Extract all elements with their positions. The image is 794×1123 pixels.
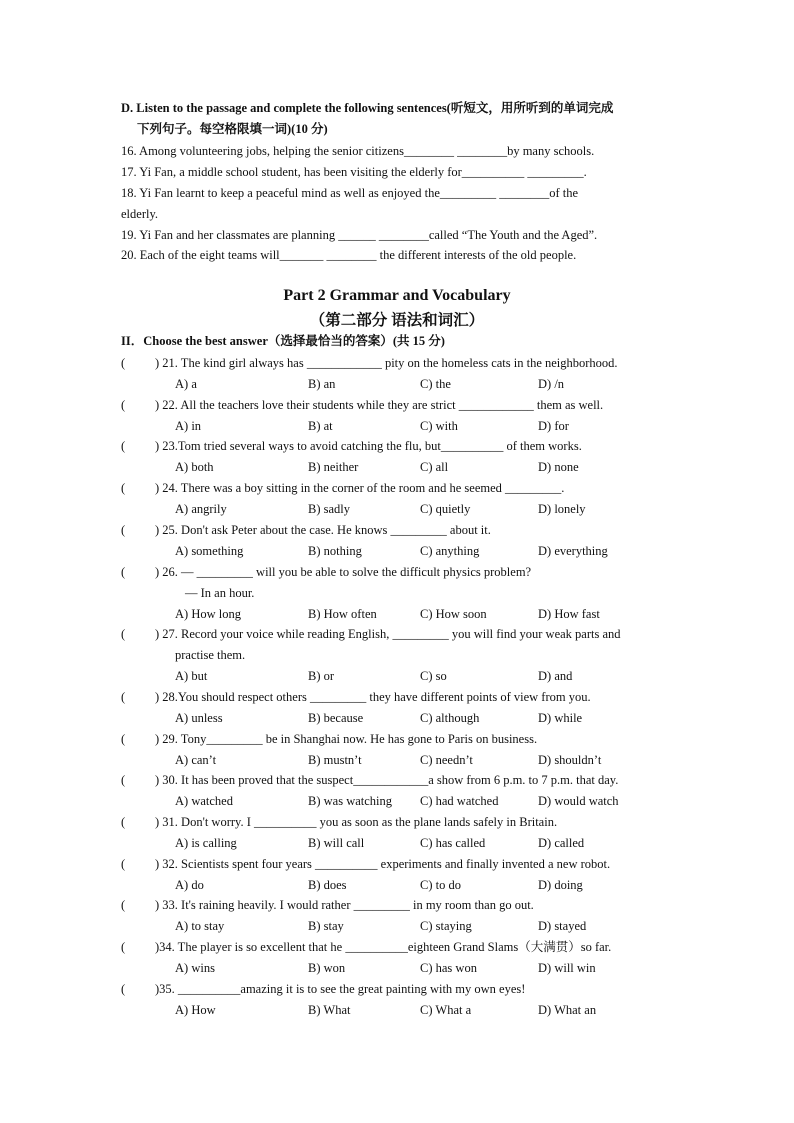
option-b[interactable]: B) What bbox=[308, 1002, 351, 1017]
sentence-17: 17. Yi Fan, a middle school student, has been visiting the elderly for__________ _________. bbox=[121, 165, 587, 179]
option-b[interactable]: B) or bbox=[308, 669, 335, 684]
option-a[interactable]: A) both bbox=[175, 460, 214, 475]
question-22 bbox=[121, 397, 603, 415]
option-d[interactable]: D) everything bbox=[538, 543, 608, 558]
option-c[interactable]: C) needn’t bbox=[420, 752, 473, 767]
option-a[interactable]: A) do bbox=[175, 877, 204, 892]
option-d[interactable]: D) will win bbox=[538, 961, 596, 976]
question-25 bbox=[121, 522, 491, 540]
option-a[interactable]: A) but bbox=[175, 669, 208, 684]
question-stem: ) 27. Record your voice while reading English, _________ you will find your weak parts and bbox=[155, 627, 621, 642]
option-b[interactable]: B) at bbox=[308, 418, 333, 433]
answer-blank[interactable]: ( bbox=[121, 564, 126, 579]
option-d[interactable]: D) would watch bbox=[538, 794, 619, 809]
sentence-19: 19. Yi Fan and her classmates are planning ______ ________called “The Youth and the Aged”. bbox=[121, 228, 598, 242]
option-a[interactable]: A) something bbox=[175, 543, 244, 558]
question-stem: ) 32. Scientists spent four years __________ experiments and finally invented a new robot. bbox=[155, 856, 611, 871]
question-stem: ) 22. All the teachers love their students while they are strict ____________ them as well. bbox=[155, 397, 604, 412]
option-a[interactable]: A) watched bbox=[175, 794, 233, 809]
option-b[interactable]: B) nothing bbox=[308, 543, 362, 558]
option-d[interactable]: D) How fast bbox=[538, 606, 600, 621]
answer-blank[interactable]: ( bbox=[121, 481, 126, 496]
option-d[interactable]: D) and bbox=[538, 669, 573, 684]
option-d[interactable]: D) /n bbox=[538, 377, 565, 391]
option-d[interactable]: D) none bbox=[538, 460, 579, 475]
question-stem: ) 26. — _________ will you be able to solve the difficult physics problem? bbox=[155, 564, 532, 579]
option-b[interactable]: B) mustn’t bbox=[308, 752, 362, 767]
question-28 bbox=[121, 689, 591, 707]
sentence-20: 20. Each of the eight teams will_______ ________ the different interests of the old people. bbox=[121, 248, 577, 262]
option-a[interactable]: A) How bbox=[175, 1002, 216, 1017]
question-32 bbox=[121, 856, 610, 874]
question-30 bbox=[121, 772, 618, 790]
question-stem: ) 25. Don't ask Peter about the case. He knows _________ about it. bbox=[155, 522, 491, 537]
option-c[interactable]: C) with bbox=[420, 418, 458, 433]
answer-blank[interactable]: ( bbox=[121, 940, 126, 955]
option-b[interactable]: B) sadly bbox=[308, 502, 351, 517]
question-26 bbox=[121, 564, 531, 582]
question-stem: ) 28.You should respect others _________ they have different points of view from you. bbox=[155, 689, 591, 704]
part2-title-cn: （第二部分 语法和词汇） bbox=[309, 312, 485, 329]
option-c[interactable]: C) staying bbox=[420, 919, 472, 934]
option-d[interactable]: D) stayed bbox=[538, 919, 587, 934]
answer-blank[interactable]: ( bbox=[121, 898, 126, 913]
question-stem: ) 29. Tony_________ be in Shanghai now. He has gone to Paris on business. bbox=[155, 731, 538, 746]
option-c[interactable]: C) so bbox=[420, 669, 447, 684]
section-d-heading: D. Listen to the passage and complete the following sentences(听短文，用所听到的单词完成 bbox=[121, 101, 614, 115]
answer-blank[interactable]: ( bbox=[121, 627, 126, 642]
option-a[interactable]: A) wins bbox=[175, 961, 215, 976]
answer-blank[interactable]: ( bbox=[121, 815, 126, 829]
option-a[interactable]: A) a bbox=[175, 377, 197, 391]
option-c[interactable]: C) to do bbox=[420, 877, 461, 892]
question-31 bbox=[121, 814, 557, 832]
option-d[interactable]: D) lonely bbox=[538, 502, 586, 517]
option-c[interactable]: C) quietly bbox=[420, 502, 471, 517]
option-b[interactable]: B) will call bbox=[308, 836, 365, 850]
option-c[interactable]: C) What a bbox=[420, 1002, 472, 1017]
option-d[interactable]: D) What an bbox=[538, 1002, 597, 1017]
option-c[interactable]: C) anything bbox=[420, 543, 480, 558]
option-a[interactable]: A) is calling bbox=[175, 836, 237, 850]
option-a[interactable]: A) can’t bbox=[175, 752, 217, 767]
question-27 bbox=[121, 626, 621, 644]
answer-blank[interactable]: ( bbox=[121, 397, 126, 412]
question-23 bbox=[121, 438, 582, 456]
answer-blank[interactable]: ( bbox=[121, 981, 126, 996]
answer-blank[interactable]: ( bbox=[121, 522, 126, 537]
option-c[interactable]: C) has won bbox=[420, 961, 477, 976]
option-a[interactable]: A) How long bbox=[175, 606, 241, 621]
question-34 bbox=[121, 939, 611, 957]
option-c[interactable]: C) all bbox=[420, 460, 449, 475]
question-stem: ) 23.Tom tried several ways to avoid catching the flu, but__________ of them works. bbox=[155, 439, 582, 454]
answer-blank[interactable]: ( bbox=[121, 856, 126, 871]
option-c[interactable]: C) although bbox=[420, 710, 480, 725]
answer-blank[interactable]: ( bbox=[121, 439, 126, 454]
option-b[interactable]: B) How often bbox=[308, 606, 377, 621]
option-b[interactable]: B) stay bbox=[308, 919, 344, 934]
question-stem: ) 33. It's raining heavily. I would rather _________ in my room than go out. bbox=[155, 898, 534, 913]
option-b[interactable]: B) won bbox=[308, 961, 346, 976]
question-stem-cont: practise them. bbox=[175, 648, 246, 663]
answer-blank[interactable]: ( bbox=[121, 356, 126, 370]
question-stem: ) 21. The kind girl always has ____________ pity on the homeless cats in the neighborhood. bbox=[155, 356, 618, 370]
question-stem: ) 30. It has been proved that the suspect____________a show from 6 p.m. to 7 p.m. that day. bbox=[155, 773, 619, 788]
question-stem: )35. __________amazing it is to see the great painting with my own eyes! bbox=[155, 981, 526, 996]
sentence-18-cont: elderly. bbox=[121, 207, 159, 221]
question-24 bbox=[121, 480, 564, 498]
option-d[interactable]: D) shouldn’t bbox=[538, 752, 602, 767]
answer-blank[interactable]: ( bbox=[121, 773, 126, 788]
option-a[interactable]: A) unless bbox=[175, 710, 223, 725]
option-a[interactable]: A) angrily bbox=[175, 502, 227, 517]
sentence-16: 16. Among volunteering jobs, helping the senior citizens________ ________by many schools. bbox=[121, 144, 595, 158]
answer-blank[interactable]: ( bbox=[121, 731, 126, 746]
option-a[interactable]: A) to stay bbox=[175, 919, 225, 934]
question-stem: ) 24. There was a boy sitting in the corner of the room and he seemed _________. bbox=[155, 481, 565, 496]
option-b[interactable]: B) neither bbox=[308, 460, 359, 475]
question-21 bbox=[121, 355, 618, 373]
question-stem: )34. The player is so excellent that he __________eighteen Grand Slams（大满贯）so far. bbox=[155, 940, 612, 955]
option-c[interactable]: C) has called bbox=[420, 836, 486, 850]
option-c[interactable]: C) How soon bbox=[420, 606, 487, 621]
option-d[interactable]: D) for bbox=[538, 418, 569, 433]
question-33 bbox=[121, 897, 534, 915]
option-b[interactable]: B) an bbox=[308, 377, 336, 391]
question-stem: ) 31. Don't worry. I __________ you as soon as the plane lands safely in Britain. bbox=[155, 815, 558, 829]
sentence-18: 18. Yi Fan learnt to keep a peaceful mind as well as enjoyed the_________ ________of the bbox=[121, 186, 579, 200]
question-29 bbox=[121, 731, 537, 749]
option-c[interactable]: C) the bbox=[420, 377, 451, 391]
question-35 bbox=[121, 981, 525, 999]
option-b[interactable]: B) was watching bbox=[308, 794, 393, 809]
part2-title: Part 2 Grammar and Vocabulary bbox=[283, 287, 511, 304]
answer-blank[interactable]: ( bbox=[121, 689, 126, 704]
option-d[interactable]: D) doing bbox=[538, 877, 583, 892]
section-d-heading-cont: 下列句子。每空格限填一词)(10 分) bbox=[137, 122, 328, 136]
option-d[interactable]: D) while bbox=[538, 710, 583, 725]
option-c[interactable]: C) had watched bbox=[420, 794, 499, 809]
option-d[interactable]: D) called bbox=[538, 836, 585, 850]
option-b[interactable]: B) does bbox=[308, 877, 347, 892]
option-a[interactable]: A) in bbox=[175, 418, 202, 433]
question-stem-cont: — In an hour. bbox=[185, 585, 255, 600]
section-ii-heading: II．Choose the best answer（选择最恰当的答案）(共 15 分) bbox=[121, 334, 445, 348]
option-b[interactable]: B) because bbox=[308, 710, 364, 725]
